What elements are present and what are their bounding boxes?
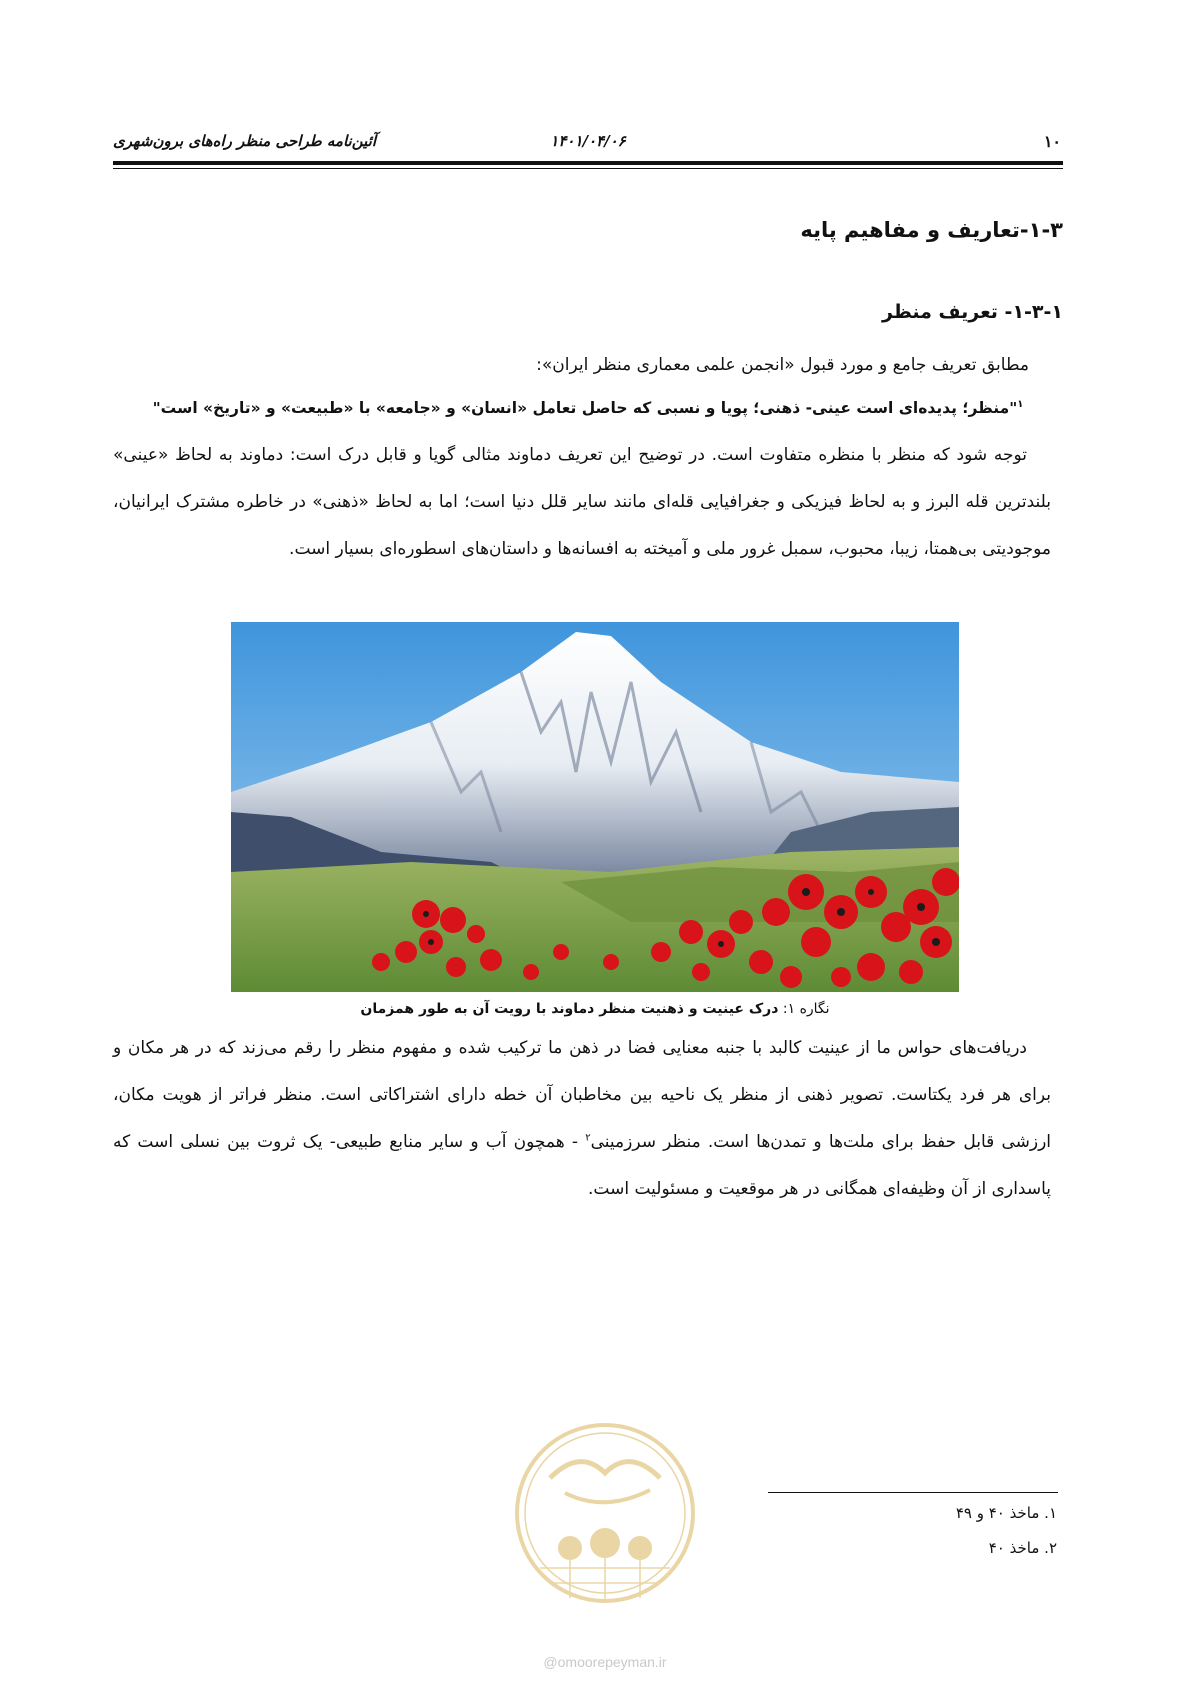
paragraph-damavand: توجه شود که منظر با منظره متفاوت است. در توضیح این تعریف دماوند مثالی گویا و قابل درک است: دماوند به لحاظ «عینی» بلندترین قله البرز و به لحاظ فیزیکی و جغرافیایی قله‌ای مانند سایر قلل دنیا است؛ اما به لحاظ «ذهنی» در خاطره مشترک ایرانیان، موجودیتی بی‌همتا، زیبا، محبوب، سمبل غرور ملی و آمیخته به افسانه‌ها و داستان‌های اسطوره‌ای بسیار است. bbox=[113, 445, 1051, 559]
footnote-ref-2: ۲ bbox=[585, 1132, 591, 1144]
mountain-poppy-photo bbox=[231, 622, 959, 992]
definition-quote bbox=[113, 399, 1063, 417]
paragraph-perception-text-b: - همچون آب و سایر منابع طبیعی- یک ثروت بین نسلی است که پاسداری از آن وظیفه‌ای همگانی در هر موقعیت و مسئولیت است. bbox=[113, 1132, 1051, 1199]
intro-line: مطابق تعریف جامع و مورد قبول «انجمن علمی معماری منظر ایران»: bbox=[536, 355, 1029, 375]
page-number: ۱۰ bbox=[1043, 132, 1061, 151]
subsection-heading: ۱-۳-۱- تعریف منظر bbox=[882, 301, 1063, 323]
figure-caption-text: درک عینیت و ذهنیت منظر دماوند با رویت آن به طور همزمان bbox=[360, 1001, 779, 1017]
figure-caption bbox=[231, 1001, 959, 1017]
footnote-1: ۱. ماخذ ۴۰ و ۴۹ bbox=[955, 1504, 1057, 1522]
paragraph-perception bbox=[113, 1025, 1051, 1213]
definition-quote-text: "منظر؛ پدیده‌ای است عینی- ذهنی؛ پویا و نسبی که حاصل تعامل «انسان» و «جامعه» با «طبیعت» و «تاریخ» است" bbox=[152, 399, 1018, 417]
figure-caption-prefix: نگاره ۱: bbox=[782, 1001, 830, 1017]
footnote-separator bbox=[768, 1492, 1058, 1493]
header-date: ۱۴۰۱/۰۴/۰۶ bbox=[550, 132, 626, 150]
footnote-2: ۲. ماخذ ۴۰ bbox=[988, 1539, 1057, 1557]
watermark-url: @omoorepeyman.ir bbox=[543, 1654, 667, 1670]
footnote-ref-1: ۱ bbox=[1017, 398, 1024, 410]
header-title: آئین‌نامه طراحی منظر راه‌های برون‌شهری bbox=[113, 132, 376, 150]
paragraph-perception-text-a: دریافت‌های حواس ما از عینیت کالبد با جنبه معنایی فضا در ذهن ما ترکیب شده و مفهوم منظر را رقم می‌زند که در هر مکان و برای هر فرد یکتاست. تصویر ذهنی از منظر یک ناحیه بین مخاطبان آن خطه دارای اشتراکاتی است. منظر فراتر از هویت مکان، ارزشی قابل حفظ برای ملت‌ها و تمدن‌ها است. منظر سرزمینی bbox=[113, 1038, 1052, 1152]
page-header bbox=[113, 128, 1063, 154]
header-rule-thick bbox=[113, 161, 1063, 165]
omoorepeyman-logo-icon bbox=[510, 1418, 700, 1608]
section-heading: ۱-۳-تعاریف و مفاهیم پایه bbox=[800, 218, 1063, 242]
header-rule-thin bbox=[113, 168, 1063, 169]
